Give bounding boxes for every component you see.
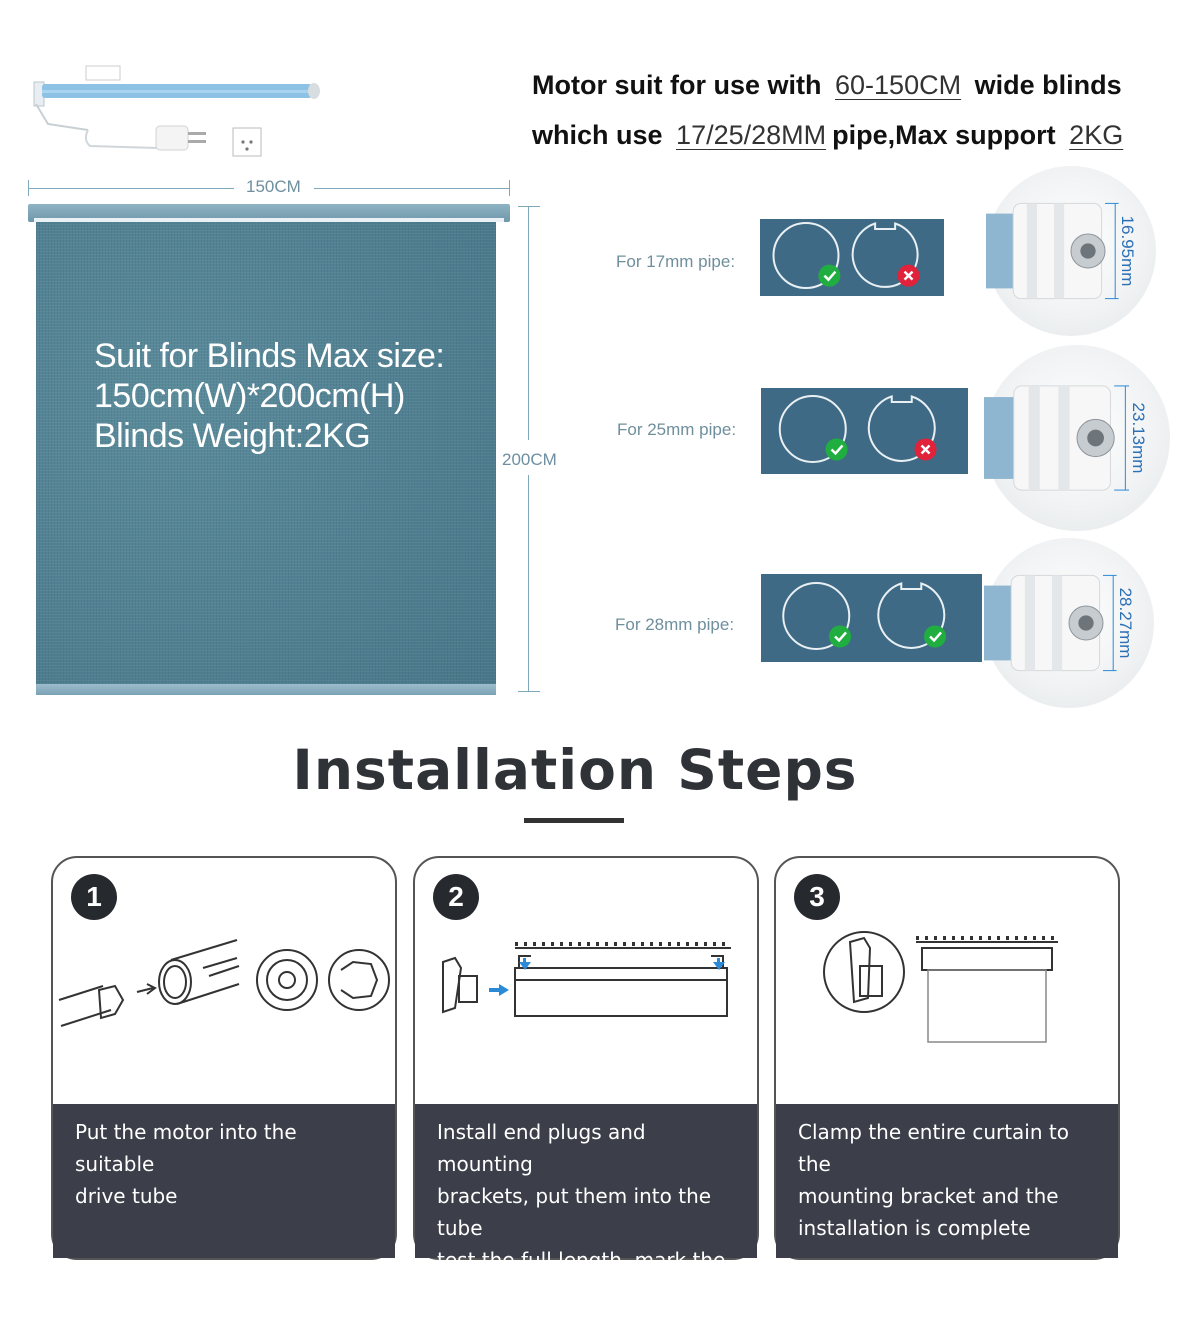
height-dim-tick-bottom — [518, 691, 540, 692]
cross-icon — [898, 265, 920, 287]
check-icon — [924, 625, 946, 647]
width-range: 60-150CM — [835, 70, 962, 100]
pipe-fit-box-2 — [761, 388, 968, 474]
motor-product-image — [28, 60, 328, 160]
step-caption-3: Clamp the entire curtain to the mounting bracket and the installation is complete — [776, 1104, 1118, 1258]
end-plug-photo-3 — [984, 538, 1154, 708]
end-plug-photo-2 — [984, 345, 1170, 531]
step-number-2: 2 — [433, 874, 479, 920]
cross-icon — [915, 438, 937, 460]
blind-bottom-bar — [36, 684, 496, 695]
step-card-3 — [774, 856, 1120, 1260]
pipe-fit-box-1 — [760, 219, 944, 296]
step-card-1 — [51, 856, 397, 1260]
check-icon — [818, 265, 840, 287]
pipe-fit-box-3 — [761, 574, 982, 662]
end-plug-photo-1 — [986, 166, 1156, 336]
step-number-1: 1 — [71, 874, 117, 920]
max-support: 2KG — [1069, 120, 1124, 150]
pipe-label-1: For 17mm pipe: — [616, 252, 736, 271]
step-caption-1: Put the motor into the suitable drive tube — [53, 1104, 395, 1258]
pipe-measure-3: 28.27mm — [1116, 587, 1135, 659]
width-dim-line-right — [314, 188, 510, 189]
check-icon — [826, 438, 848, 460]
pipe-measure-2: 23.13mm — [1128, 402, 1148, 474]
check-icon — [829, 625, 851, 647]
pipe-label-2: For 25mm pipe: — [617, 420, 737, 439]
width-dim-line-left — [28, 188, 234, 189]
height-dim-tick-top — [518, 206, 540, 207]
width-label: 150CM — [246, 177, 301, 196]
pipe-label-3: For 28mm pipe: — [615, 615, 735, 634]
height-dim-line-top — [528, 206, 529, 440]
pipe-measure-1: 16.95mm — [1118, 215, 1137, 287]
step-card-2 — [413, 856, 759, 1336]
height-label: 200CM — [502, 450, 557, 469]
height-dim-line-bottom — [528, 475, 529, 691]
installation-title: Installation Steps — [292, 738, 858, 802]
pipe-sizes: 17/25/28MM — [676, 120, 827, 150]
blind-spec-text: Suit for Blinds Max size: 150cm(W)*200cm(H) Blinds Weight:2KG — [94, 337, 445, 455]
step-number-3: 3 — [794, 874, 840, 920]
step-caption-2: Install end plugs and mounting brackets, put them into the tube test the full length, mark the location on the wall, and install — [415, 1104, 757, 1258]
compatibility-headline: Motor suit for use with 60-150CM wide blinds which use 17/25/28MM pipe,Max support 2KG — [532, 60, 1172, 160]
title-underline — [524, 818, 624, 823]
